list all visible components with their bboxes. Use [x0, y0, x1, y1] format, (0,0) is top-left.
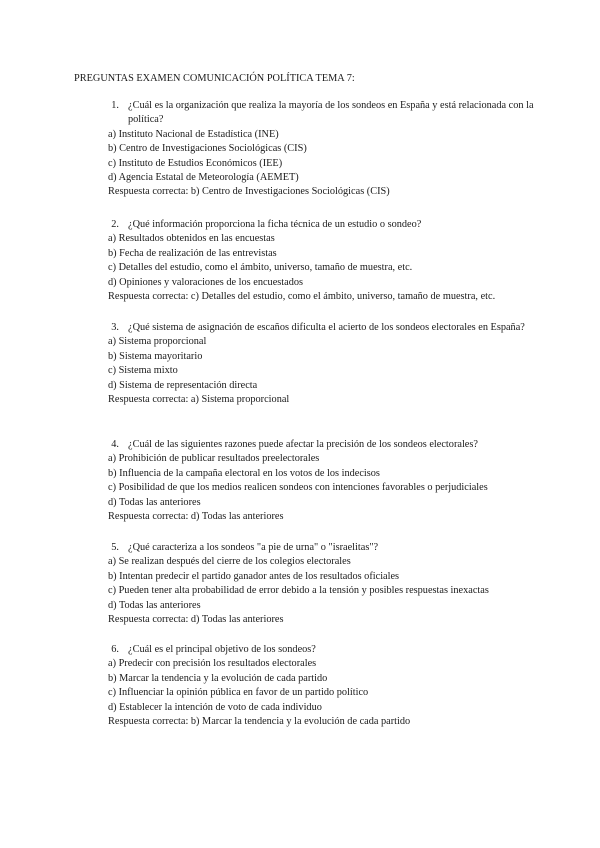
answer-option: a) Resultados obtenidos en las encuestas [108, 233, 275, 245]
question-text: ¿Qué información proporciona la ficha técnica de un estudio o sondeo? [128, 219, 422, 230]
question-header [108, 643, 548, 657]
question-header [108, 321, 548, 335]
question-text: ¿Cuál de las siguientes razones puede afectar la precisión de los sondeos electorales? [128, 439, 478, 450]
answer-option: b) Centro de Investigaciones Sociológicas (CIS) [108, 143, 307, 155]
answer-option: b) Intentan predecir el partido ganador antes de los resultados oficiales [108, 570, 400, 582]
question-block [108, 99, 548, 200]
correct-answer: Respuesta correcta: a) Sistema proporcional [108, 394, 290, 406]
answer-option: a) Se realizan después del cierre de los colegios electorales [108, 556, 351, 568]
correct-answer: Respuesta correcta: b) Centro de Investigaciones Sociológicas (CIS) [108, 186, 390, 198]
answer-option: d) Agencia Estatal de Meteorología (AEMET) [108, 172, 299, 184]
answer-option: a) Predecir con precisión los resultados electorales [108, 658, 317, 670]
answer-option: c) Detalles del estudio, como el ámbito, universo, tamaño de muestra, etc. [108, 262, 413, 274]
question-number: 3. [111, 322, 119, 333]
question-number: 2. [111, 219, 119, 230]
question-block [108, 321, 548, 407]
answer-option: d) Opiniones y valoraciones de los encuestados [108, 276, 304, 288]
answer-option: a) Instituto Nacional de Estadística (INE) [108, 128, 279, 140]
answer-option: c) Pueden tener alta probabilidad de error debido a la tensión y posibles respuestas inexactas [108, 585, 489, 597]
answer-option: b) Fecha de realización de las entrevistas [108, 247, 277, 259]
question-block [108, 643, 548, 729]
question-header [108, 99, 548, 128]
answer-option: a) Sistema proporcional [108, 336, 207, 348]
question-block [108, 218, 548, 304]
question-number: 6. [111, 644, 119, 655]
question-header [108, 541, 548, 555]
correct-answer: Respuesta correcta: d) Todas las anteriores [108, 614, 284, 626]
answer-option: c) Posibilidad de que los medios realicen sondeos con intenciones favorables o perjudiciales [108, 482, 488, 494]
question-number: 4. [111, 439, 119, 450]
question-header [108, 438, 548, 452]
answer-option: a) Prohibición de publicar resultados preelectorales [108, 453, 320, 465]
question-text: ¿Qué caracteriza a los sondeos "a pie de urna" o "israelitas"? [128, 542, 379, 553]
answer-option: b) Influencia de la campaña electoral en los votos de los indecisos [108, 467, 380, 479]
answer-option: c) Influenciar la opinión pública en favor de un partido político [108, 687, 369, 699]
answer-option: d) Establecer la intención de voto de cada individuo [108, 701, 322, 713]
question-text: ¿Qué sistema de asignación de escaños dificulta el acierto de los sondeos electorales en España? [128, 322, 525, 333]
question-number: 5. [111, 542, 119, 553]
answer-option: d) Todas las anteriores [108, 496, 201, 508]
correct-answer: Respuesta correcta: d) Todas las anteriores [108, 511, 284, 523]
question-text: ¿Cuál es la organización que realiza la mayoría de los sondeos en España y está relacionada con la política? [128, 100, 534, 126]
question-text: ¿Cuál es el principal objetivo de los sondeos? [128, 644, 316, 655]
answer-option: d) Sistema de representación directa [108, 379, 258, 391]
correct-answer: Respuesta correcta: c) Detalles del estudio, como el ámbito, universo, tamaño de muestra, etc. [108, 291, 496, 303]
answer-option: b) Sistema mayoritario [108, 350, 203, 362]
question-header [108, 218, 548, 232]
question-block [108, 541, 548, 627]
document-title: PREGUNTAS EXAMEN COMUNICACIÓN POLÍTICA TEMA 7: [74, 73, 355, 84]
answer-option: c) Instituto de Estudios Económicos (IEE) [108, 157, 283, 169]
answer-option: d) Todas las anteriores [108, 599, 201, 611]
question-block [108, 438, 548, 524]
answer-option: c) Sistema mixto [108, 365, 178, 377]
question-number: 1. [111, 100, 119, 111]
correct-answer: Respuesta correcta: b) Marcar la tendencia y la evolución de cada partido [108, 716, 411, 728]
answer-option: b) Marcar la tendencia y la evolución de cada partido [108, 672, 328, 684]
